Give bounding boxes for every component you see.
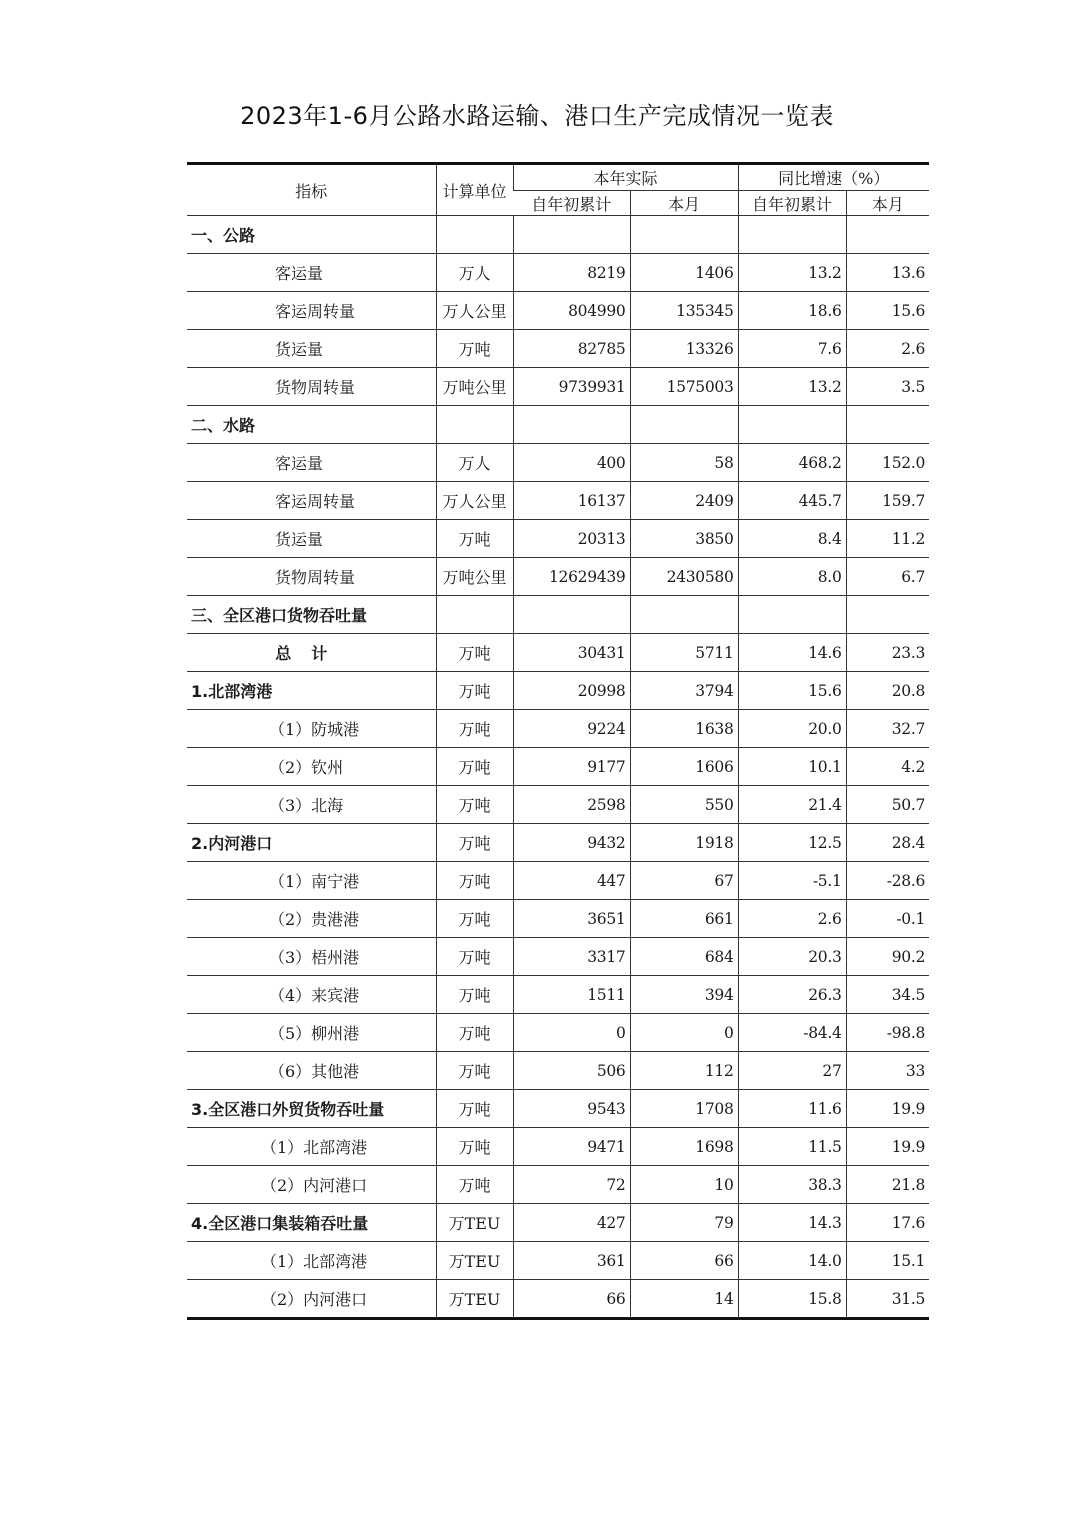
row-month-growth: 3.5 [846,368,929,406]
row-label: 货运量 [187,520,436,558]
row-month-growth: 32.7 [846,710,929,748]
row-month-growth: 19.9 [846,1128,929,1166]
row-month-value: 2430580 [630,558,738,596]
row-label: 4.全区港口集装箱吞吐量 [187,1204,436,1242]
header-month-growth: 本月 [846,191,929,216]
row-month-growth: 34.5 [846,976,929,1014]
row-unit: 万吨 [436,1128,513,1166]
row-label: 二、水路 [187,406,436,444]
row-ytd-growth: 20.0 [738,710,846,748]
row-month-value: 79 [630,1204,738,1242]
row-month-growth: 19.9 [846,1090,929,1128]
row-ytd-value: 12629439 [513,558,630,596]
row-label: （2）钦州 [187,748,436,786]
row-label: （1）北部湾港 [187,1128,436,1166]
row-unit: 万吨公里 [436,368,513,406]
row-unit: 万吨 [436,710,513,748]
row-ytd-value: 506 [513,1052,630,1090]
row-ytd-growth: 38.3 [738,1166,846,1204]
row-month-growth: 2.6 [846,330,929,368]
row-ytd-growth: 15.8 [738,1280,846,1319]
row-label: 客运量 [187,444,436,482]
row-ytd-growth: 14.3 [738,1204,846,1242]
row-month-value: 394 [630,976,738,1014]
row-month-growth: 11.2 [846,520,929,558]
row-month-value: 550 [630,786,738,824]
row-ytd-value: 447 [513,862,630,900]
row-ytd-growth: 18.6 [738,292,846,330]
row-unit: 万吨 [436,824,513,862]
table-row [187,520,929,558]
row-unit: 万吨 [436,1052,513,1090]
row-ytd-growth: 20.3 [738,938,846,976]
table-body [187,216,929,1319]
row-label: （1）防城港 [187,710,436,748]
row-month-growth: 4.2 [846,748,929,786]
row-month-growth [846,216,929,254]
section-row [187,596,929,634]
row-month-growth: 159.7 [846,482,929,520]
row-month-growth: 23.3 [846,634,929,672]
table-row [187,862,929,900]
table-row [187,1242,929,1280]
row-month-value [630,596,738,634]
table-row [187,634,929,672]
section-row [187,672,929,710]
statistics-table [187,162,929,1320]
row-month-value: 0 [630,1014,738,1052]
table-row [187,748,929,786]
row-unit: 万吨公里 [436,558,513,596]
row-unit: 万吨 [436,786,513,824]
row-month-growth [846,596,929,634]
row-label: 客运量 [187,254,436,292]
row-ytd-growth: 8.0 [738,558,846,596]
row-ytd-growth [738,216,846,254]
row-month-growth: 15.6 [846,292,929,330]
row-ytd-growth: 8.4 [738,520,846,558]
row-month-growth: 33 [846,1052,929,1090]
row-unit: 万吨 [436,330,513,368]
row-label: 货运量 [187,330,436,368]
row-month-growth: 28.4 [846,824,929,862]
row-ytd-growth: -5.1 [738,862,846,900]
row-month-value: 1606 [630,748,738,786]
row-month-value: 3794 [630,672,738,710]
section-row [187,406,929,444]
row-month-value: 684 [630,938,738,976]
row-label: 2.内河港口 [187,824,436,862]
table-row [187,786,929,824]
row-ytd-value: 82785 [513,330,630,368]
row-unit: 万吨 [436,900,513,938]
row-ytd-growth: 13.2 [738,254,846,292]
row-ytd-value: 72 [513,1166,630,1204]
row-unit: 万吨 [436,672,513,710]
row-month-value: 3850 [630,520,738,558]
row-ytd-value: 1511 [513,976,630,1014]
row-ytd-value: 804990 [513,292,630,330]
row-ytd-value: 9543 [513,1090,630,1128]
row-month-growth: 50.7 [846,786,929,824]
row-month-value: 1708 [630,1090,738,1128]
row-unit: 万吨 [436,1090,513,1128]
row-month-value: 1698 [630,1128,738,1166]
row-label: （1）南宁港 [187,862,436,900]
row-unit [436,216,513,254]
row-unit: 万吨 [436,748,513,786]
row-month-growth: 6.7 [846,558,929,596]
row-month-value: 661 [630,900,738,938]
section-row [187,216,929,254]
row-unit: 万吨 [436,976,513,1014]
header-ytd-growth: 自年初累计 [738,191,846,216]
row-label: 客运周转量 [187,292,436,330]
row-ytd-value: 8219 [513,254,630,292]
row-month-value: 1406 [630,254,738,292]
table-row [187,330,929,368]
row-month-growth: -98.8 [846,1014,929,1052]
row-label: （3）梧州港 [187,938,436,976]
header-actual-group: 本年实际 [513,164,738,191]
section-row [187,1204,929,1242]
row-label: （2）内河港口 [187,1280,436,1319]
row-unit: 万人公里 [436,292,513,330]
row-unit: 万TEU [436,1280,513,1319]
row-ytd-growth: 13.2 [738,368,846,406]
row-ytd-value: 3317 [513,938,630,976]
row-label: （2）贵港港 [187,900,436,938]
row-unit: 万吨 [436,1166,513,1204]
row-label: 总计 [187,634,436,672]
table-row [187,976,929,1014]
row-label: 1.北部湾港 [187,672,436,710]
row-ytd-value [513,216,630,254]
row-unit: 万吨 [436,1014,513,1052]
row-ytd-value: 9177 [513,748,630,786]
row-ytd-value: 2598 [513,786,630,824]
row-month-value: 13326 [630,330,738,368]
row-ytd-value: 20313 [513,520,630,558]
row-month-value: 112 [630,1052,738,1090]
row-ytd-value: 20998 [513,672,630,710]
section-row [187,1090,929,1128]
row-ytd-growth: 11.6 [738,1090,846,1128]
row-ytd-value: 361 [513,1242,630,1280]
row-month-value: 1575003 [630,368,738,406]
row-month-value: 2409 [630,482,738,520]
table-row [187,368,929,406]
row-ytd-growth: 14.0 [738,1242,846,1280]
row-month-growth: -0.1 [846,900,929,938]
row-label: （3）北海 [187,786,436,824]
row-month-growth: 13.6 [846,254,929,292]
row-ytd-growth: -84.4 [738,1014,846,1052]
row-month-value: 1638 [630,710,738,748]
row-ytd-growth: 21.4 [738,786,846,824]
row-ytd-growth: 26.3 [738,976,846,1014]
header-month: 本月 [630,191,738,216]
row-label: 一、公路 [187,216,436,254]
row-ytd-value: 0 [513,1014,630,1052]
row-month-value: 67 [630,862,738,900]
row-month-growth: 31.5 [846,1280,929,1319]
row-label: （1）北部湾港 [187,1242,436,1280]
row-ytd-value: 9224 [513,710,630,748]
row-ytd-growth [738,596,846,634]
row-label: （5）柳州港 [187,1014,436,1052]
row-ytd-growth: 10.1 [738,748,846,786]
row-month-growth: 20.8 [846,672,929,710]
row-ytd-growth: 445.7 [738,482,846,520]
table-row [187,900,929,938]
row-ytd-growth: 27 [738,1052,846,1090]
row-ytd-growth: 11.5 [738,1128,846,1166]
row-unit: 万吨 [436,520,513,558]
row-month-value: 10 [630,1166,738,1204]
table-row [187,1014,929,1052]
row-ytd-value: 9471 [513,1128,630,1166]
row-ytd-value [513,596,630,634]
table-row [187,482,929,520]
row-unit [436,596,513,634]
row-ytd-value: 9739931 [513,368,630,406]
row-month-value: 66 [630,1242,738,1280]
header-ytd: 自年初累计 [513,191,630,216]
row-unit: 万人 [436,254,513,292]
row-unit: 万人公里 [436,482,513,520]
row-ytd-growth: 7.6 [738,330,846,368]
row-ytd-value: 3651 [513,900,630,938]
row-month-growth: 15.1 [846,1242,929,1280]
table-row [187,254,929,292]
row-month-growth: 152.0 [846,444,929,482]
table-row [187,1128,929,1166]
section-row [187,824,929,862]
row-ytd-growth: 15.6 [738,672,846,710]
table-row [187,1280,929,1319]
header-growth-group: 同比增速（%） [738,164,929,191]
table-row [187,292,929,330]
row-month-growth: 17.6 [846,1204,929,1242]
row-label: 3.全区港口外贸货物吞吐量 [187,1090,436,1128]
row-unit: 万TEU [436,1204,513,1242]
row-label: （4）来宾港 [187,976,436,1014]
row-unit [436,406,513,444]
header-unit: 计算单位 [436,164,513,216]
row-month-growth [846,406,929,444]
table-row [187,444,929,482]
table-row [187,1166,929,1204]
row-month-value: 14 [630,1280,738,1319]
table-row [187,710,929,748]
row-unit: 万TEU [436,1242,513,1280]
row-month-value: 1918 [630,824,738,862]
row-ytd-value [513,406,630,444]
row-ytd-value: 9432 [513,824,630,862]
row-label: （6）其他港 [187,1052,436,1090]
row-unit: 万人 [436,444,513,482]
row-unit: 万吨 [436,634,513,672]
page-title: 2023年1-6月公路水路运输、港口生产完成情况一览表 [240,102,834,130]
row-label: 三、全区港口货物吞吐量 [187,596,436,634]
row-ytd-value: 400 [513,444,630,482]
row-ytd-value: 30431 [513,634,630,672]
row-label: 货物周转量 [187,558,436,596]
row-month-value [630,216,738,254]
row-ytd-growth: 12.5 [738,824,846,862]
row-label: 客运周转量 [187,482,436,520]
row-month-growth: 90.2 [846,938,929,976]
row-unit: 万吨 [436,862,513,900]
row-month-value: 135345 [630,292,738,330]
row-ytd-growth [738,406,846,444]
table-row [187,938,929,976]
row-ytd-growth: 14.6 [738,634,846,672]
table-row [187,558,929,596]
row-label: （2）内河港口 [187,1166,436,1204]
row-month-value [630,406,738,444]
row-ytd-growth: 468.2 [738,444,846,482]
row-ytd-growth: 2.6 [738,900,846,938]
row-month-value: 58 [630,444,738,482]
table-row [187,1052,929,1090]
row-unit: 万吨 [436,938,513,976]
row-month-growth: 21.8 [846,1166,929,1204]
header-indicator: 指标 [187,164,436,216]
row-ytd-value: 16137 [513,482,630,520]
row-ytd-value: 427 [513,1204,630,1242]
row-month-growth: -28.6 [846,862,929,900]
row-label: 货物周转量 [187,368,436,406]
row-month-value: 5711 [630,634,738,672]
row-ytd-value: 66 [513,1280,630,1319]
